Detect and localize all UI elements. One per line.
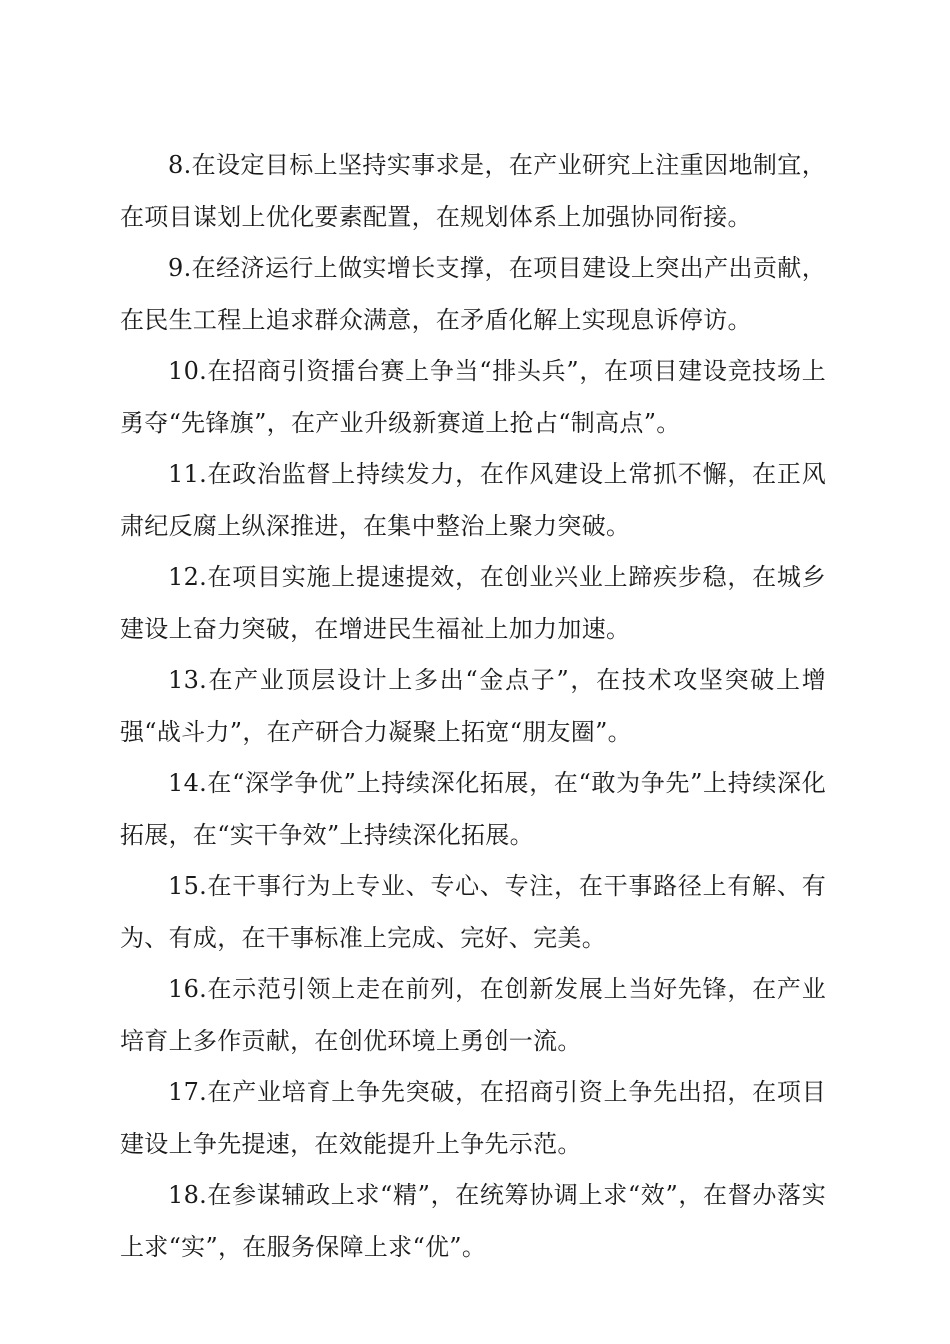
document-body <box>120 140 826 1273</box>
paragraph-17: 17.在产业培育上争先突破，在招商引资上争先出招，在项目建设上争先提速，在效能提升上争先示范。 <box>120 1078 826 1158</box>
paragraph-11: 11.在政治监督上持续发力，在作风建设上常抓不懈，在正风肃纪反腐上纵深推进，在集中整治上聚力突破。 <box>120 460 826 540</box>
paragraph-9: 9.在经济运行上做实增长支撑，在项目建设上突出产出贡献，在民生工程上追求群众满意，在矛盾化解上实现息诉停访。 <box>120 254 826 334</box>
paragraph-13: 13.在产业顶层设计上多出“金点子”，在技术攻坚突破上增强“战斗力”，在产研合力凝聚上拓宽“朋友圈”。 <box>120 666 826 746</box>
paragraph-14: 14.在“深学争优”上持续深化拓展，在“敢为争先”上持续深化拓展，在“实干争效”上持续深化拓展。 <box>120 769 826 849</box>
paragraph-18: 18.在参谋辅政上求“精”，在统筹协调上求“效”，在督办落实上求“实”，在服务保障上求“优”。 <box>120 1181 826 1261</box>
paragraph-16: 16.在示范引领上走在前列，在创新发展上当好先锋，在产业培育上多作贡献，在创优环境上勇创一流。 <box>120 975 826 1055</box>
paragraph-12: 12.在项目实施上提速提效，在创业兴业上蹄疾步稳，在城乡建设上奋力突破，在增进民生福祉上加力加速。 <box>120 563 826 643</box>
paragraph-10: 10.在招商引资擂台赛上争当“排头兵”，在项目建设竞技场上勇夺“先锋旗”，在产业升级新赛道上抢占“制高点”。 <box>120 357 826 437</box>
paragraph-15: 15.在干事行为上专业、专心、专注，在干事路径上有解、有为、有成，在干事标准上完成、完好、完美。 <box>120 872 826 952</box>
paragraph-8: 8.在设定目标上坚持实事求是，在产业研究上注重因地制宜，在项目谋划上优化要素配置，在规划体系上加强协同衔接。 <box>120 151 826 231</box>
